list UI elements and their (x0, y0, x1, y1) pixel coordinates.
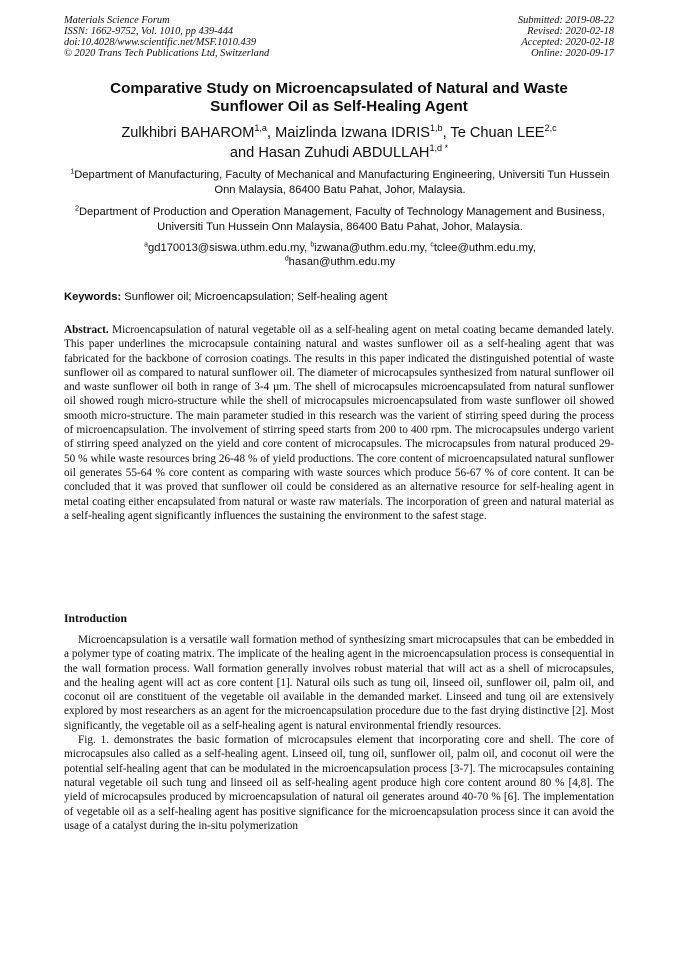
author-affil-mark: 1,b (429, 123, 443, 134)
email-address: hasan@uthm.edu.my (288, 256, 396, 268)
title-line-1: Comparative Study on Microencapsulated of Natural and Waste (110, 80, 568, 97)
date-accepted: Accepted: 2020-02-18 (521, 37, 614, 48)
journal-issn: ISSN: 1662-9752, Vol. 1010, pp 439-444 (64, 26, 234, 37)
date-revised: Revised: 2020-02-18 (527, 26, 614, 37)
emails-line-2 (64, 255, 616, 269)
affiliation-text: Department of Manufacturing, Faculty of Mechanical and Manufacturing Engineering, Universiti Tun Hussein Onn Malaysia, 86400 Batu Pahat, Johor, Malaysia. (74, 169, 610, 196)
author-emails (64, 241, 616, 269)
keywords-label: Keywords: (64, 291, 122, 303)
author-affil-mark: 2,c (544, 123, 557, 134)
email-mark: d (284, 255, 289, 263)
email-mark: b (310, 241, 315, 249)
author-affil-mark: 1,d * (429, 143, 449, 154)
author-affil-mark: 1,a (254, 123, 267, 134)
email-address: izwana@uthm.edu.my, (314, 242, 428, 254)
author-name: Te Chuan LEE (450, 125, 545, 141)
author-separator: , (266, 125, 276, 141)
affiliation-text: Department of Production and Operation Management, Faculty of Technology Management and Business, Universiti Tun Hussein Onn Malaysia, 86400 Batu Pahat, Johor, Malaysia. (78, 206, 605, 233)
email-mark: a (144, 241, 149, 249)
author-separator: , (442, 125, 451, 141)
affiliation-2 (64, 205, 616, 235)
affiliation-mark: 1 (70, 168, 75, 176)
authors-line-2 (60, 143, 618, 163)
abstract-label: Abstract. (64, 324, 109, 336)
author-list (60, 123, 618, 163)
author-name: Hasan Zuhudi ABDULLAH (258, 145, 430, 161)
journal-name: Materials Science Forum (64, 15, 170, 26)
introduction-body (64, 633, 614, 833)
journal-info (64, 15, 269, 59)
journal-copyright: © 2020 Trans Tech Publications Ltd, Switzerland (64, 48, 270, 59)
keywords-text: Sunflower oil; Microencapsulation; Self-healing agent (121, 291, 388, 303)
email-address: tclee@uthm.edu.my, (433, 242, 536, 254)
publication-dates (518, 15, 614, 59)
title-line-2: Sunflower Oil as Self-Healing Agent (210, 98, 468, 115)
affiliation-1 (64, 168, 616, 198)
email-mark: c (430, 241, 434, 249)
section-heading-introduction: Introduction (64, 612, 127, 625)
paper-title (60, 80, 618, 116)
author-name: Zulkhibri BAHAROM (121, 125, 255, 141)
body-paragraph: Fig. 1. demonstrates the basic formation of microcapsules element that incorporating core and shell. The core of microcapsules also called as a self-healing agent. Linseed oil, tung oil, sunflower oil, palm oil, and coconut oil were the potential self-healing agent that can be modulated in the microencapsulation process [3-7]. The microcapsules containing natural vegetable oil such tung and linseed oil as self-healing agent produce high core content around 80 % [4,8]. The yield of microcapsules produced by microencapsulation of natural oil generates around 40-70 % [6]. The implementation of vegetable oil as a self-healing agent has positive significance for the microencapsulation process since it can avoid the usage of a catalyst during the in-situ polymerization (64, 734, 614, 832)
authors-line-1 (60, 123, 618, 143)
author-name: Maizlinda Izwana IDRIS (275, 125, 430, 141)
affiliation-mark: 2 (75, 205, 79, 213)
journal-doi: doi:10.4028/www.scientific.net/MSF.1010.439 (64, 37, 257, 48)
emails-line-1 (64, 241, 616, 255)
date-submitted: Submitted: 2019-08-22 (517, 15, 614, 26)
keywords (64, 290, 616, 304)
abstract-text: Microencapsulation of natural vegetable oil as a self-healing agent on metal coating became demanded lately. This paper underlines the microcapsule containing natural and wastes sunflower oil as a self-healing agent that was fabricated for the backbone of corrosion coatings. The results in this paper indicated the distinguished potential of waste sunflower oil as compared to natural sunflower oil. The diameter of microcapsules synthesized from natural sunflower oil and waste sunflower oil both in range of 3-4 µm. The shell of microcapsules microencapsulated from natural sunflower oil showed rough micro-structure while the shell of microcapsules microencapsulated from waste sunflower oil showed smooth micro-structure. The main parameter studied in this research was the varient of stirring speed during the process of microencapsulation. The involvement of stirring speed starts from 200 to 400 rpm. The microcapsules undergo varient of stirring speed analyzed on the yield and core content of microcapsules. The microcapsules from natural produced 29-50 % while waste resources bring 26-48 % of yield productions. The core content of microencapsulated natural sunflower oil generates 55-64 % core content as comparing with waste sources which produce 56-67 % of core content. It can be concluded that it was proved that sunflower oil could be considered as an alternative resource for self-healing agent in metal coating either encapsulated from natural or waste raw materials. The incorporation of green and natural material as a self-healing agent significantly influences the sustaining the environment to the safest stage. (64, 324, 614, 522)
date-online: Online: 2020-09-17 (531, 48, 614, 59)
body-paragraph: Microencapsulation is a versatile wall formation method of synthesizing smart microcapsules that can be embedded in a polymer type of coating matrix. The implicate of the healing agent in the microencapsulation process is consequential in the wall formation process. Wall formation generally involves robust material that will act as a shell of microcapsules, and the healing agent will act as core content [1]. Natural oils such as tung oil, linseed oil, sunflower oil, palm oil, and coconut oil are constituent of the vegetable oil available in the demanded market. Linseed and tung oil are extensively explored by most researchers as an agent for the microencapsulation procedure due to the fast drying distinctive [2]. Most significantly, the vegetable oil as a self-healing agent is natural environmental friendly resources. (64, 634, 614, 732)
abstract (64, 323, 614, 523)
author-conjunction: and (229, 145, 255, 161)
email-address: gd170013@siswa.uthm.edu.my, (148, 242, 308, 254)
